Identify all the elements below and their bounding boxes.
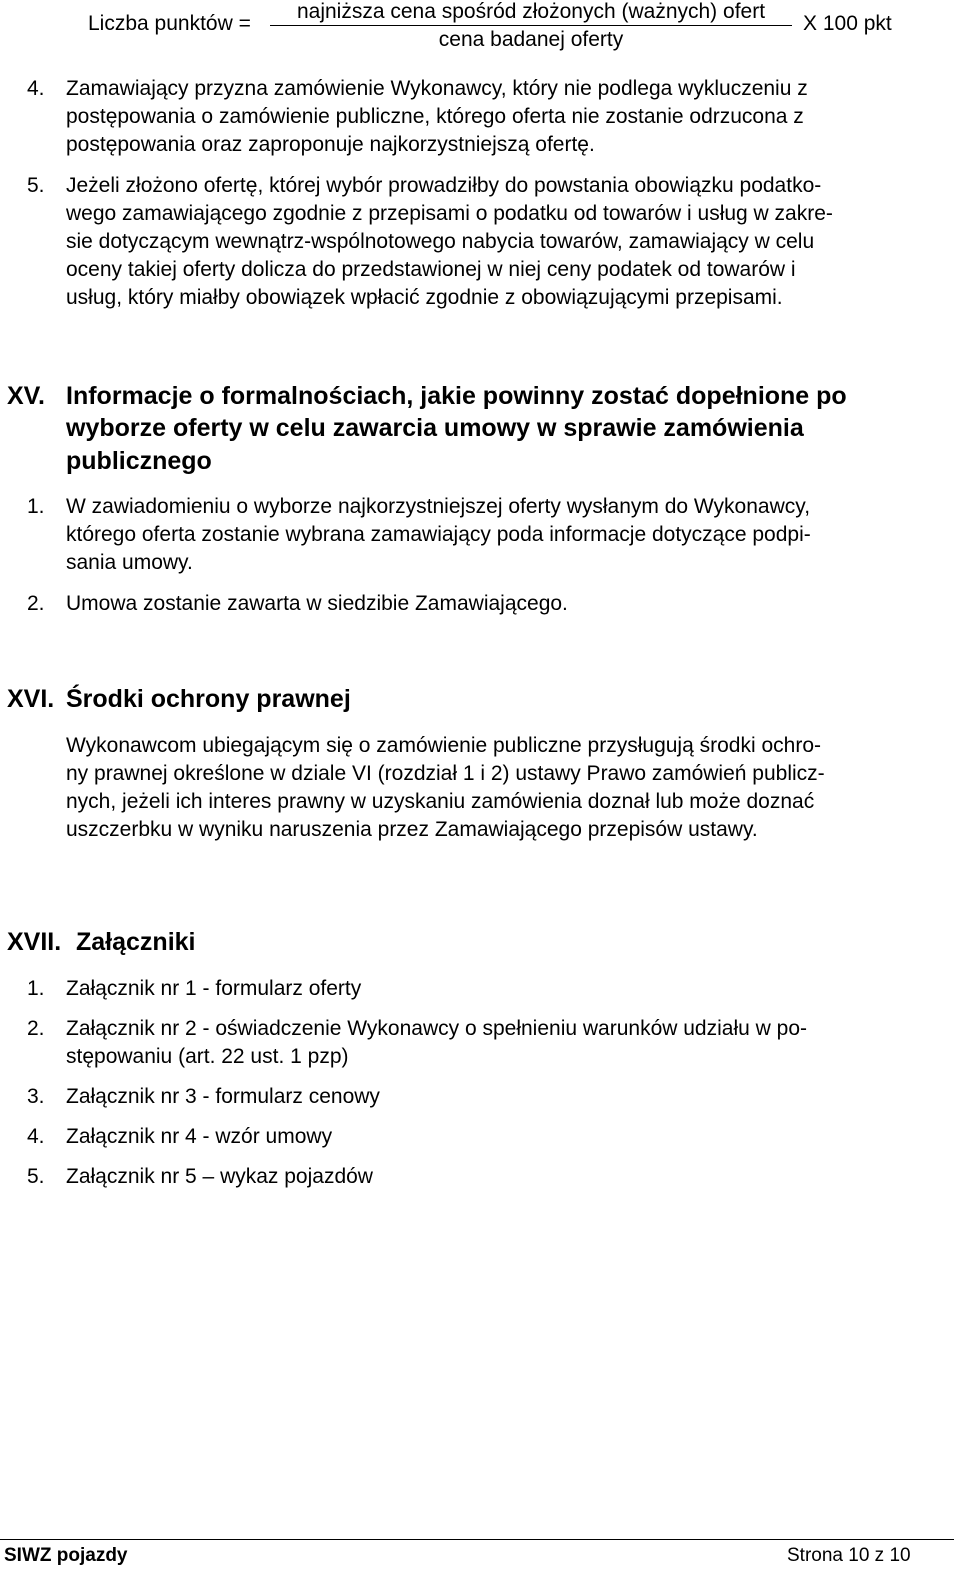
formula-multiplier: X 100 pkt <box>803 12 892 35</box>
section-xv-item-1-line-2: którego oferta zostanie wybrana zamawiający poda informacje dotyczące podpi- <box>66 523 811 546</box>
section-xvi-line-3: nych, jeżeli ich interes prawny w uzyskaniu zamówienia doznał lub może doznać <box>66 790 815 813</box>
paragraph-5-line-2: wego zamawiającego zgodnie z przepisami o podatku od towarów i usług w zakre- <box>66 202 833 225</box>
section-xv-item-2-text: Umowa zostanie zawarta w siedzibie Zamawiającego. <box>66 592 568 615</box>
attachment-1-number: 1. <box>27 977 45 1000</box>
paragraph-4-line-1: Zamawiający przyzna zamówienie Wykonawcy, który nie podlega wykluczeniu z <box>66 77 808 100</box>
paragraph-5-line-5: usług, który miałby obowiązek wpłacić zgodnie z obowiązującymi przepisami. <box>66 286 783 309</box>
paragraph-5-line-3: sie dotyczącym wewnątrz-wspólnotowego nabycia towarów, zamawiający w celu <box>66 230 815 253</box>
attachment-4-number: 4. <box>27 1125 45 1148</box>
section-xv-number: XV. <box>7 382 46 410</box>
section-xvi-title: Środki ochrony prawnej <box>66 685 351 713</box>
attachment-4-text: Załącznik nr 4 - wzór umowy <box>66 1125 333 1148</box>
section-xvi-number: XVI. <box>7 685 55 713</box>
formula-label: Liczba punktów = <box>88 12 251 35</box>
section-xvii-title: Załączniki <box>76 928 196 956</box>
formula-denominator: cena badanej oferty <box>438 28 624 51</box>
paragraph-5-number: 5. <box>27 174 45 197</box>
section-xv-item-1-line-1: W zawiadomieniu o wyborze najkorzystniejszej oferty wysłanym do Wykonawcy, <box>66 495 811 518</box>
attachment-1-text: Załącznik nr 1 - formularz oferty <box>66 977 362 1000</box>
section-xv-item-2-number: 2. <box>27 592 45 615</box>
section-xv-title-line-1: Informacje o formalnościach, jakie powinny zostać dopełnione po <box>66 382 847 410</box>
section-xv-item-1-line-3: sania umowy. <box>66 551 193 574</box>
paragraph-4-number: 4. <box>27 77 45 100</box>
attachment-2-line-1: Załącznik nr 2 - oświadczenie Wykonawcy o spełnieniu warunków udziału w po- <box>66 1017 807 1040</box>
attachment-5-text: Załącznik nr 5 – wykaz pojazdów <box>66 1165 373 1188</box>
paragraph-5-line-1: Jeżeli złożono ofertę, której wybór prowadziłby do powstania obowiązku podatko- <box>66 174 822 197</box>
paragraph-4-line-2: postępowania o zamówienie publiczne, którego oferta nie zostanie odrzucona z <box>66 105 804 128</box>
attachment-5-number: 5. <box>27 1165 45 1188</box>
formula-numerator: najniższa cena spośród złożonych (ważnych) ofert <box>296 0 766 23</box>
footer-page-number: Strona 10 z 10 <box>787 1545 911 1566</box>
section-xvi-line-2: ny prawnej określone w dziale VI (rozdział 1 i 2) ustawy Prawo zamówień publicz- <box>66 762 825 785</box>
section-xvi-line-4: uszczerbku w wyniku naruszenia przez Zamawiającego przepisów ustawy. <box>66 818 758 841</box>
attachment-3-number: 3. <box>27 1085 45 1108</box>
section-xv-item-1-number: 1. <box>27 495 45 518</box>
section-xvi-line-1: Wykonawcom ubiegającym się o zamówienie publiczne przysługują środki ochro- <box>66 734 821 757</box>
section-xv-title-line-3: publicznego <box>66 447 212 475</box>
fraction-bar <box>270 25 792 26</box>
footer-document-name: SIWZ pojazdy <box>4 1545 128 1566</box>
paragraph-5-line-4: oceny takiej oferty dolicza do przedstawionej w niej ceny podatek od towarów i <box>66 258 796 281</box>
attachment-2-number: 2. <box>27 1017 45 1040</box>
footer-divider <box>0 1539 954 1540</box>
paragraph-4-line-3: postępowania oraz zaproponuje najkorzystniejszą ofertę. <box>66 133 595 156</box>
attachment-2-line-2: stępowaniu (art. 22 ust. 1 pzp) <box>66 1045 349 1068</box>
section-xv-title-line-2: wyborze oferty w celu zawarcia umowy w sprawie zamówienia <box>66 414 804 442</box>
section-xvii-number: XVII. <box>7 928 62 956</box>
attachment-3-text: Załącznik nr 3 - formularz cenowy <box>66 1085 380 1108</box>
